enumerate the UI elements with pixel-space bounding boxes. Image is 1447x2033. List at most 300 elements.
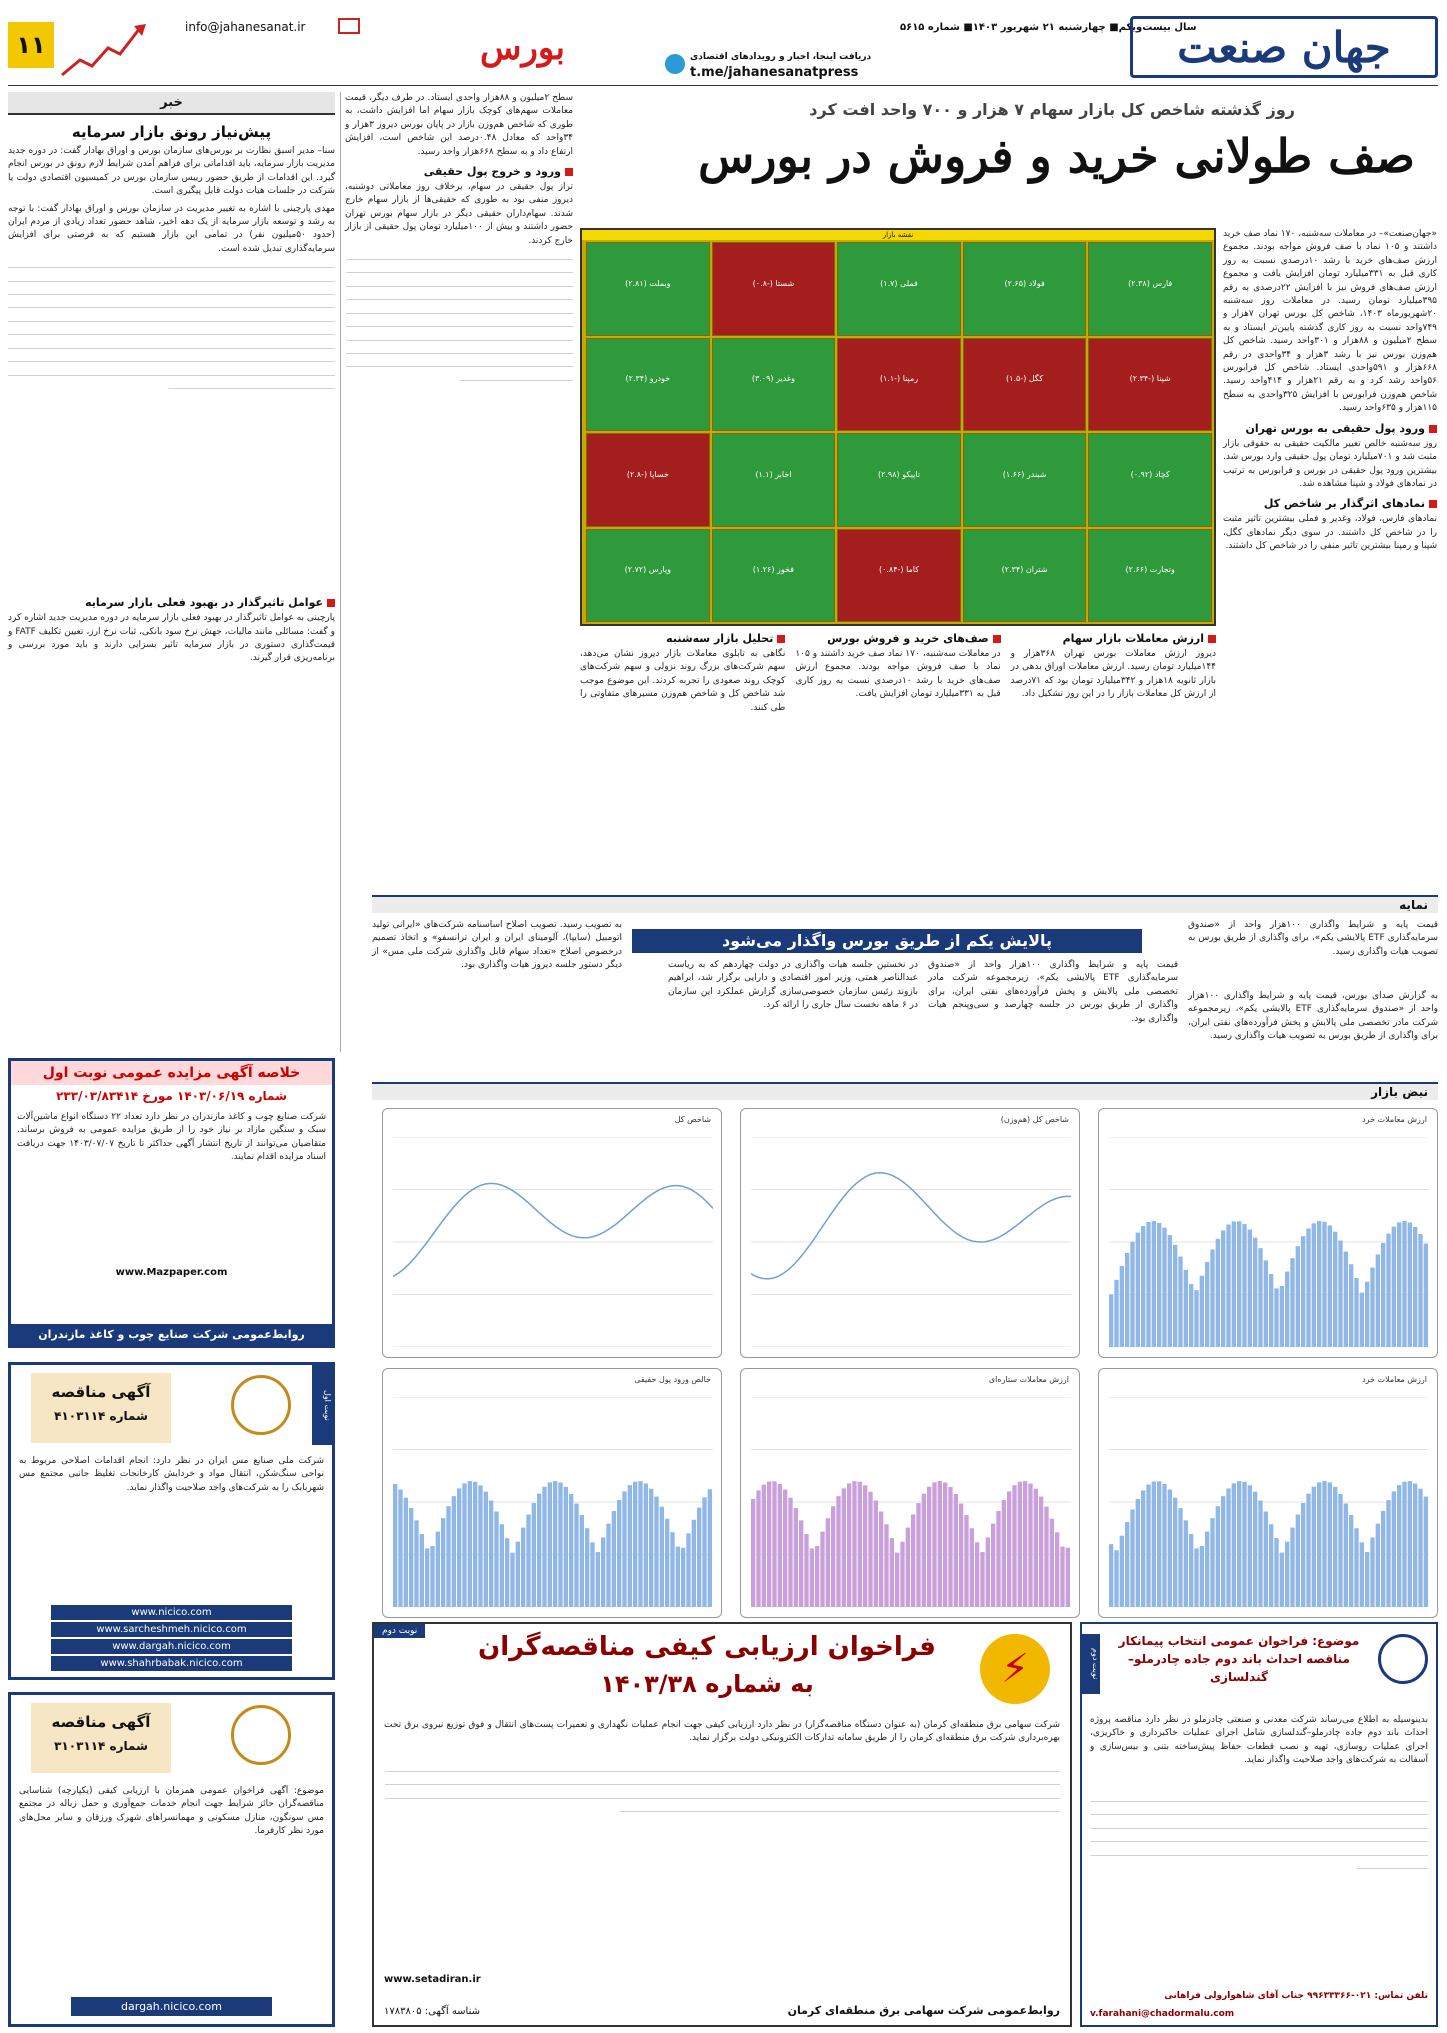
- nabz-chart: [382, 1368, 722, 1618]
- main-right-column: [1223, 228, 1437, 878]
- nabz-bar: [1370, 1268, 1374, 1347]
- nemaye-label: نمایه: [1399, 898, 1428, 912]
- ad-nicico-2: [8, 1692, 335, 2027]
- nabz-bar: [991, 1524, 995, 1607]
- nabz-bar: [799, 1520, 803, 1607]
- treemap-cell-label: شستا (-۰.۸): [752, 278, 795, 288]
- nabz-bar: [1418, 1489, 1422, 1607]
- nabz-bar: [1130, 1242, 1134, 1347]
- nabz-bar: [1418, 1234, 1422, 1347]
- nabz-bar: [708, 1489, 712, 1607]
- nabz-bar: [1296, 1246, 1300, 1347]
- ad2-tag: نوبت اول: [312, 1365, 332, 1445]
- nabz-bar: [526, 1515, 530, 1607]
- nabz-bar: [1408, 1223, 1412, 1347]
- nabz-bar: [420, 1534, 424, 1607]
- nabz-bar: [762, 1485, 766, 1607]
- chadormalu-logo-icon: [1378, 1634, 1428, 1684]
- nemaye-title: پالایش یکم از طریق بورس واگذار می‌شود: [721, 931, 1053, 950]
- news-label: [8, 92, 335, 115]
- nabz-bar: [1338, 1241, 1342, 1347]
- nabz-bar: [1370, 1537, 1374, 1607]
- nabz-bar: [468, 1481, 472, 1607]
- nemaye-p5: به تصویب رسید. تصویب اصلاح اساسنامه شرکت‌های «ایرانی تولید اتومبیل (سایپا)، آلومینای ایران و ایران ترانسفو» و اتخاذ تصمیم درخصوص اصلاح «تعداد سهام قابل واگذاری شرکت ملی مس» از دیگر دستور جلسه دیروز هیات واگذاری بود.: [372, 920, 622, 971]
- ad2-site[interactable]: www.shahrbabak.nicico.com: [51, 1656, 292, 1671]
- nabz-bar: [1136, 1233, 1140, 1347]
- nabz-bar: [1120, 1536, 1124, 1607]
- nabz-bar: [1381, 1243, 1385, 1347]
- nabz-bar: [1253, 1238, 1257, 1347]
- nabz-bar: [1296, 1515, 1300, 1607]
- nabz-bar: [1200, 1276, 1204, 1347]
- main-p1: روز سه‌شنبه خالص تغییر مالکیت حقیقی به حقوقی بازار مثبت شد و ۷۰۱میلیارد تومان پول حقیقی وارد بورس شد. بیشترین ورود پول حقیقی در بورس و فرابورس به ترتیب در نمادهای فولاد و شپنا مشاهده شد.: [1223, 438, 1437, 489]
- news-p1: سنا– مدیر اسبق نظارت بر بورس‌های سازمان بورس و اوراق بهادار گفت: در دوره جدید مدیریت بازار سرمایه، باید اقداماتی برای فراهم آمدن شرایط لازم رونق در بورس انجام گیرد. این اقدامات از طریق حضور رییس سازمان بورس در کمیسیون اقتصادی دولت یا شرکت در جلسات هیات دولت قابل پیگیری است.: [8, 146, 335, 197]
- nabz-bar: [660, 1507, 664, 1607]
- nabz-bar: [778, 1484, 782, 1607]
- nabz-bar: [911, 1515, 915, 1607]
- ad4-site[interactable]: www.setadiran.ir: [384, 1974, 481, 1985]
- nabz-bar: [847, 1483, 851, 1607]
- nabz-bar: [478, 1485, 482, 1607]
- nabz-bar: [446, 1506, 450, 1607]
- nabz-bar: [1248, 1230, 1252, 1347]
- nabz-bar: [569, 1494, 573, 1607]
- nemaye-p4: قیمت پایه و شرایط واگذاری ۱۰۰هزار واحد از «صندوق سرمایه‌گذاری ETF پالایشی یکم»، زیرمجموعه شرکت مادر تخصصی ملی پالایش و پخش فرآورده‌های نفتی ایران، برای واگذاری از طریق بورس در جلسه چهارصد و سی‌وپنجم هیات واگذاری بود.: [928, 960, 1178, 1024]
- nabz-chart-title: شاخص کل: [674, 1115, 711, 1124]
- nabz-chart: [740, 1368, 1080, 1618]
- nabz-bar: [756, 1490, 760, 1607]
- treemap-cell: [712, 242, 836, 336]
- nabz-bar: [1178, 1257, 1182, 1347]
- nabz-chart: [382, 1108, 722, 1358]
- main-p5: نگاهی به تابلوی معاملات بازار دیروز نشان می‌دهد، سهم شرکت‌های بزرگ روند نزولی و سهم شرکت‌های کوچک روند صعودی را تجربه کردند. این موضوع موجب شد شاخص کل و شاخص هم‌وزن مسیرهای متفاوتی را طی کنند.: [580, 649, 786, 713]
- nabz-bar: [1253, 1492, 1257, 1607]
- nabz-bar: [558, 1483, 562, 1607]
- ad5-email[interactable]: v.farahani@chadormalu.com: [1090, 2009, 1235, 2019]
- nabz-bar: [1146, 1485, 1150, 1607]
- nabz-bar: [1258, 1501, 1262, 1607]
- treemap-cell-label: وغدیر (۳.۰۹): [751, 374, 795, 384]
- nabz-bar: [500, 1524, 504, 1607]
- nabz-bar: [1216, 1506, 1220, 1607]
- telegram-note: دریافت اینجا، اخبار و رویدادهای اقتصادی: [690, 52, 872, 62]
- nabz-bar: [430, 1546, 434, 1607]
- treemap-cell-label: شبندر (۱.۶۶): [1002, 469, 1047, 479]
- nabz-bar: [1221, 1230, 1225, 1347]
- nabz-bar: [1109, 1544, 1113, 1607]
- nabz-bar: [916, 1503, 920, 1607]
- ad2-header: [31, 1373, 171, 1443]
- news-title: پیش‌نیاز رونق بازار سرمایه: [71, 123, 272, 141]
- nabz-bar: [553, 1481, 557, 1607]
- nabz-bar: [1237, 1221, 1241, 1347]
- nabz-bar: [510, 1553, 514, 1607]
- headline-block: [580, 100, 1435, 220]
- treemap-cell-label: وپارس (۲.۷۲): [624, 565, 671, 575]
- nabz-line: [751, 1173, 1071, 1279]
- nabz-bar: [489, 1501, 493, 1607]
- nabz-bar: [1242, 1482, 1246, 1607]
- nabz-chart-svg: [751, 1397, 1071, 1607]
- nabz-bar: [580, 1515, 584, 1607]
- nabz-bar: [986, 1537, 990, 1607]
- nabz-bar: [794, 1508, 798, 1607]
- nabz-bar: [1397, 1485, 1401, 1607]
- main-bottom-row: [580, 632, 1216, 877]
- nabz-bar: [1039, 1497, 1043, 1607]
- nabz-bar: [1349, 1515, 1353, 1607]
- nabz-bar: [1408, 1481, 1412, 1607]
- nabz-bar: [692, 1520, 696, 1607]
- nabz-bar: [617, 1500, 621, 1607]
- nabz-bar: [831, 1506, 835, 1607]
- nabz-bar: [521, 1528, 525, 1607]
- nabz-bar: [900, 1542, 904, 1607]
- nabz-bar: [751, 1499, 755, 1607]
- nabz-bar: [1130, 1510, 1134, 1607]
- nemaye-p3: در نخستین جلسه هیات واگذاری در دولت چهاردهم که به ریاست عبدالناصر همتی، وزیر امور اقتصادی و دارایی برگزار شد، ابراهیم بازوند رئیس سازمان خصوصی‌سازی گزارش عملکرد این سازمان در ۶ ماهه نخست سال جاری را ارائه کرد.: [668, 960, 918, 1011]
- nabz-bar: [1402, 1221, 1406, 1347]
- treemap-cell-label: شتران (۲.۳۴): [1001, 565, 1048, 575]
- ad5-fill: ـــــــــــــــــــــــــــــــــــــــــــــــــــــــــــــــــــــــــــــــــــــــــــــــــــــــــــــــــــــــــــــــــــــــــــــــــــــــــــــــــــــــــــــــــــــــــــــــــــــــــــــــــــــــــــــــــــــــــــــــــــــــــــــــــــــــــــــــــــــــــــــــــــــــــــــــــــــــــــــــــــــــــــــــــــــــــــــــــــــــــــــــــــــــــــــــــــــــــــــــــــــــــــــــــــــــــــــــــــــــــــــــــــــــــــــــــــــــــــــــــــــــــــــــــــــــــــــــــــــــــــــــــــــــــــــــــــــــــــــــــــــــــــــــــــــــــــــــــــــــــــــــــــــــــــــــــــــــــــــــــــــــــــــــــــــــــــ: [1090, 1795, 1428, 1873]
- page-number: ۱۱: [16, 31, 46, 59]
- nabz-bar: [564, 1487, 568, 1607]
- nabz-bar: [1328, 1225, 1332, 1347]
- nabz-chart-svg: [1109, 1397, 1429, 1607]
- nabz-bar: [1034, 1489, 1038, 1607]
- nabz-bar: [436, 1532, 440, 1607]
- nabz-bar: [1354, 1278, 1358, 1347]
- ad4-number: به شماره ۱۴۰۳/۳۸: [600, 1670, 814, 1698]
- growth-chart-icon: [60, 20, 150, 80]
- treemap-cell: [586, 242, 710, 336]
- nabz-bar: [1269, 1524, 1273, 1607]
- nabz-bar: [1258, 1248, 1262, 1347]
- treemap-cell: [837, 338, 961, 432]
- nabz-bar: [1354, 1528, 1358, 1607]
- treemap-cell: [837, 433, 961, 527]
- nabz-bar: [1306, 1494, 1310, 1607]
- nabz-bar: [1141, 1226, 1145, 1347]
- nabz-bar: [1205, 1532, 1209, 1607]
- nabz-bar: [654, 1497, 658, 1607]
- nabz-bar: [938, 1481, 942, 1607]
- news-p2: مهدی پارچینی با اشاره به تغییر مدیریت در سازمان بورس و اوراق بهادار گفت: با توجه به رشد و توسعه بازار سرمایه از یک دهه اخیر، شاهد حضور تعداد زیادی از مردم ایران (حدود ۵۰میلیون نفر) در تمامی این بازار هستیم که به فرصتی برای افزایش سرمایه‌گذاری تبدیل شده است.: [8, 203, 335, 254]
- nabz-bar: [612, 1511, 616, 1607]
- nabz-bar: [542, 1487, 546, 1607]
- nemaye-p2: به گزارش صدای بورس، قیمت پایه و شرایط واگذاری ۱۰۰هزار واحد از «صندوق سرمایه‌گذاری ETF پالایشی یکم»، زیرمجموعه شرکت مادر تخصصی ملی پالایش و پخش فرآورده‌های نفتی ایران، برای واگذاری از طریق بورس به تصویب هیات واگذاری رسید.: [1188, 991, 1438, 1042]
- nabz-bar: [1007, 1491, 1011, 1607]
- nabz-bar: [858, 1482, 862, 1607]
- treemap-cell-label: فولاد (۲.۶۵): [1004, 278, 1045, 288]
- nabz-bar: [393, 1484, 397, 1607]
- nabz-bar: [927, 1487, 931, 1607]
- ad3-title: آگهی مناقصه: [51, 1713, 151, 1731]
- nabz-chart-svg: [1109, 1137, 1429, 1347]
- main-sub4-text: صف‌های خرید و فروش بورس: [827, 632, 989, 645]
- ad2-site[interactable]: www.nicico.com: [51, 1605, 292, 1620]
- nabz-bar: [622, 1491, 626, 1607]
- ad2-number: شماره ۴۱۰۳۱۱۴: [54, 1409, 148, 1423]
- nabz-bar: [1146, 1222, 1150, 1347]
- section-title: بورس: [480, 28, 565, 68]
- nabz-line: [393, 1183, 713, 1276]
- main-sub1-text: ورود پول حقیقی به بورس تهران: [1245, 421, 1425, 435]
- nabz-bar: [1002, 1500, 1006, 1607]
- nabz-bar: [836, 1496, 840, 1607]
- nabz-bar: [804, 1534, 808, 1607]
- nabz-bar: [1162, 1484, 1166, 1607]
- nicico-logo-icon: [231, 1375, 291, 1435]
- nabz-bar: [1248, 1485, 1252, 1607]
- nabz-bar: [1168, 1490, 1172, 1607]
- ad1-body: شرکت صنایع چوب و کاغذ مازندران در نظر دارد تعداد ۲۲ دستگاه انواع ماشین‌آلات سبک و سنگین مازاد بر نیاز خود را از طریق مزایده عمومی به فروش برساند. متقاضیان می‌توانند از تاریخ انتشار آگهی حداکثر تا تاریخ ۱۴۰۳/۰۷/۰۷ جهت دریافت اسناد مزایده اقدام نمایند.: [17, 1112, 327, 1163]
- nabz-bar: [398, 1490, 402, 1607]
- nabz-bar: [1232, 1483, 1236, 1607]
- nabz-bar: [697, 1508, 701, 1607]
- nabz-bar: [1322, 1222, 1326, 1347]
- nabz-bar: [1114, 1550, 1118, 1607]
- nabz-bar: [1360, 1542, 1364, 1607]
- headline-kicker: روز گذشته شاخص کل بازار سهام ۷ هزار و ۷۰۰ واحد افت کرد: [809, 100, 1295, 119]
- nabz-bar: [1322, 1481, 1326, 1607]
- nabz-bar: [457, 1488, 461, 1607]
- logo: [1130, 16, 1438, 78]
- nabz-bar: [948, 1487, 952, 1607]
- telegram-icon: [665, 54, 685, 74]
- nabz-bar: [452, 1496, 456, 1607]
- nabz-chart-svg: [393, 1137, 713, 1347]
- nemaye-label-bar: [372, 895, 1438, 913]
- nabz-bar: [932, 1482, 936, 1607]
- nabz-bar: [1424, 1497, 1428, 1607]
- nabz-bar: [863, 1485, 867, 1607]
- nemaye-title-bar: [632, 929, 1142, 953]
- treemap-cell-label: کچاد (۰.۹۲): [1130, 469, 1170, 479]
- nabz-bar: [1376, 1524, 1380, 1607]
- nabz-bar: [462, 1483, 466, 1607]
- nabz-chart-svg: [393, 1397, 713, 1607]
- ad4-fill: ـــــــــــــــــــــــــــــــــــــــــــــــــــــــــــــــــــــــــــــــــــــــــــــــــــــــــــــــــــــــــــــــــــــــــــــــــــــــــــــــــــــــــــــــــــــــــــــــــــــــــــــــــــــــــــــــــــــــــــــــــــــــــــــــــــــــــــــــــــــــــــــــــــــــــــــــــــــــــــــــــــــــــــــــــــــــــــــــــــــــــــــــــــــــــــــــــــــــــــــــــــــــــــــــــــــــــــــــــــــــــــــــــــــــــــــــــــــــــــــــــــــــــــــــــــــــــــــــــــــــــــــــــــــــــــــــــــــــــــــــــــــــــــــــــــــــــــــــــــــــــــــــــــــــــــــــــــــــــــــــــــــــــــــــــــــــــــــــــــــــــــــــــــــــــــــــــــــــــــــــــــــــــــــــــــــــــــــــــــــــــــــــــــــــــــــــــــــــــــــــــــــــــــــــــــــــــــــــــــــــــــــــــــــــــــــــــــــــــــــــــــــــــــــــــــــــــــــــــــــــــــــــــــــــ: [385, 1765, 1060, 1816]
- nabz-bar: [772, 1481, 776, 1607]
- main-p6: تراز پول حقیقی در سهام، برخلاف روز معاملاتی دوشنبه، دیروز منفی بود به طوری که حقیقی‌ها از بازار سهام خارج شدند. سهام‌داران حقیقی دیگر در بازار سهام بورس تهران حضور داشتند و بیش از ۱۰۰میلیارد تومان پول حقیقی از بازار خارج کردند.: [345, 182, 574, 246]
- nabz-bar: [1386, 1234, 1390, 1347]
- ad1-number: شماره ۱۴۰۳/۰۶/۱۹ مورخ ۲۳۳/۰۳/۸۳۴۱۴: [56, 1089, 287, 1103]
- news-label-text: خبر: [160, 95, 183, 110]
- nicico-logo-icon-2: [231, 1705, 291, 1765]
- nabz-bar: [996, 1511, 1000, 1607]
- page-number-box: [8, 22, 54, 68]
- nabz-bar: [1200, 1546, 1204, 1607]
- treemap-cell: [837, 529, 961, 623]
- ad4-footer: روابط‌عمومی شرکت سهامی برق منطقه‌ای کرمان: [787, 2004, 1060, 2017]
- nabz-bar: [1023, 1481, 1027, 1607]
- issue-line: سال بیست‌ویکم■ چهارشنبه ۲۱ شهریور ۱۴۰۳■ شماره ۵۶۱۵: [900, 22, 1197, 33]
- ad3-site[interactable]: dargah.nicico.com: [71, 1997, 272, 2016]
- nabz-bar: [1280, 1553, 1284, 1607]
- envelope-icon: [338, 18, 360, 34]
- nabz-bar: [1386, 1500, 1390, 1607]
- nabz-bar: [601, 1537, 605, 1607]
- nabz-bar: [879, 1512, 883, 1607]
- nabz-bar: [1306, 1228, 1310, 1347]
- nabz-bar: [1044, 1507, 1048, 1607]
- nabz-bar: [1285, 1272, 1289, 1347]
- nabz-bar: [1189, 1284, 1193, 1347]
- nabz-bar: [1301, 1236, 1305, 1347]
- ad4-body: شرکت سهامی برق منطقه‌ای کرمان (به عنوان دستگاه مناقصه‌گزار) در نظر دارد ارزیابی کیفی جهت انجام عملیات نگهداری و تعمیرات پست‌های انتقال و فوق توزیع نیروی برق تحت بهره‌برداری شرکت برق منطقه‌ای کرمان را از طریق سامانه تدارکات الکترونیکی دولت برگزار نماید.: [384, 1720, 1060, 1744]
- ad4-id: شناسه آگهی: ۱۷۸۳۸۰۵: [384, 2006, 481, 2017]
- nabz-bar: [1290, 1258, 1294, 1347]
- lightning-icon: ⚡: [980, 1634, 1050, 1704]
- nabz-bar: [425, 1548, 429, 1607]
- treemap-cell: [1088, 242, 1212, 336]
- nabz-bar: [1012, 1485, 1016, 1607]
- treemap-cell: [712, 433, 836, 527]
- nabz-bar: [1349, 1264, 1353, 1347]
- nabz-bar: [1157, 1481, 1161, 1607]
- main-sub2: [1223, 497, 1437, 510]
- treemap-cell-label: خودرو (۲.۳۴): [625, 374, 671, 384]
- nabz-bar: [1237, 1481, 1241, 1607]
- nabz-bar: [494, 1512, 498, 1607]
- nabz-section: [372, 1082, 1438, 1617]
- nabz-bar: [1344, 1252, 1348, 1347]
- nabz-bar: [1317, 1482, 1321, 1607]
- treemap-cell-label: وبملت (۲.۸۱): [625, 278, 671, 288]
- nabz-bar: [1274, 1288, 1278, 1347]
- ad3-number: شماره ۳۱۰۳۱۱۴: [54, 1739, 148, 1753]
- nabz-bar: [895, 1553, 899, 1607]
- email[interactable]: info@jahanesanat.ir: [185, 20, 306, 34]
- ad5-body: بدینوسیله به اطلاع می‌رساند شرکت معدنی و صنعتی چادرملو در نظر دارد مناقصه پروژه احداث باند دوم جاده چادرملو–گندلسازی شامل اجرای عملیات خاکبرداری و خاکریزی، اجرای عملیات روسازی، تهیه و نصب قطعات حفاظ پیش‌ساخته بتنی و بیس‌سازی و آسفالت به شرکت‌های واجد صلاحیت واگذار نماید.: [1090, 1715, 1428, 1766]
- treemap-cell: [712, 338, 836, 432]
- nabz-bar: [1066, 1548, 1070, 1607]
- nabz-bar: [783, 1490, 787, 1607]
- treemap-title: نقشه بازار: [582, 230, 1214, 240]
- nabz-bar: [1381, 1511, 1385, 1607]
- treemap-cell-label: اخابر (۱.۱): [755, 469, 792, 479]
- nabz-bar: [1413, 1227, 1417, 1347]
- nabz-bar: [1344, 1504, 1348, 1607]
- nabz-bar: [1264, 1260, 1268, 1347]
- nabz-bar: [810, 1548, 814, 1607]
- nabz-bar: [1194, 1290, 1198, 1347]
- main-sub1: [1223, 422, 1437, 435]
- nabz-label-bar: [372, 1082, 1438, 1100]
- nabz-bar: [633, 1482, 637, 1607]
- nabz-chart-title: خالص ورود پول حقیقی: [634, 1375, 711, 1384]
- nabz-bar: [1338, 1494, 1342, 1607]
- nabz-bar: [1210, 1518, 1214, 1607]
- nabz-bar: [767, 1481, 771, 1607]
- nabz-bar: [1152, 1221, 1156, 1347]
- nabz-bar: [409, 1508, 413, 1607]
- nabz-bar: [1152, 1481, 1156, 1607]
- ad5-title: موضوع: فراخوان عمومی انتخاب پیمانکار مناقصه احداث باند دوم جاده چادرملو–گندلسازی: [1118, 1634, 1360, 1684]
- nabz-bar: [1205, 1262, 1209, 1347]
- treemap-cell: [963, 529, 1087, 623]
- ad1-site[interactable]: www.Mazpaper.com: [115, 1267, 228, 1278]
- nabz-bar: [1365, 1282, 1369, 1347]
- nabz-bar: [1125, 1253, 1129, 1347]
- main-sub3-text: ارزش معاملات بازار سهام: [1062, 632, 1204, 645]
- telegram-link[interactable]: t.me/jahanesanatpress: [690, 65, 859, 80]
- nabz-bar: [868, 1492, 872, 1607]
- main-col-left: سطح ۲میلیون و ۸۸هزار واحدی ایستاد. در طرف دیگر، قیمت معاملات سهم‌های کوچک بازار سهام اما افزایش داشت، به طوری که شاخص هم‌وزن بازار در پایان بورس دیروز ۳هزار و ۳۴واحد که معادل ۰.۴۸درصد این شاخص است، افزایش ارتفاع داد و به سطح ۶۶۸هزار واحد رسید.: [345, 93, 573, 157]
- main-sub6: [345, 165, 573, 178]
- treemap-cell-label: فملی (۱.۷): [880, 278, 918, 288]
- nabz-bar: [922, 1494, 926, 1607]
- nabz-bar: [628, 1485, 632, 1607]
- ad2-site[interactable]: www.sarcheshmeh.nicico.com: [51, 1622, 292, 1637]
- nabz-bar: [943, 1483, 947, 1607]
- nabz-bar: [1162, 1228, 1166, 1347]
- treemap-cell: [1088, 338, 1212, 432]
- news-subhead-text: عوامل تاثیرگذار در بهبود فعلی بازار سرمایه: [85, 596, 323, 610]
- treemap-cell-label: شپنا (-۲.۳۴): [1129, 374, 1171, 384]
- news-fill: ـــــــــــــــــــــــــــــــــــــــــــــــــــــــــــــــــــــــــــــــــــــــــــــــــــــــــــــــــــــــــــــــــــــــــــــــــــــــــــــــــــــــــــــــــــــــــــــــــــــــــــــــــــــــــــــــــــــــــــــــــــــــــــــــــــــــــــــــــــــــــــــــــــــــــــــــــــــــــــــــــــــــــــــــــــــــــــــــــــــــــــــــــــــــــــــــــــــــــــــــــــــــــــــــــــــــــــــــــــــــــــــــــــــــــــــــــــــــــــــــــــــــــــــــــــــــــــــــــــــــــــــــــــــــــــــــــــــــــــــــــــــــــــــــــــــــــــــــــــــــــــــــــــــــــــــــــــــــــــــــــــــــــــــــــــــــــــــــــــــــــــــــــــــــــــــــــــــــــــــــــــــــــــــــــــــــــــــــــــــــــــــــــــــــــــــــــــــــــــــــــــــــــــــــــــــــــــــــــــــــــــــــــــــــــــــــــــــــــــــــــــــــــــــــــــــــــــــــــــــــــــــــــــــــــــــــــــــــــــــــــــــــــــــــــــــــــــــــــــــــــــــــــــــــــــــــــــــــــــــــــــــــــــــــــــــــــــــــــــــــــــــــــــــــــــــــــــــــــــــــــــــــــــــــــــــــــــــــــــــــــــــــــــــــــــ: [8, 261, 335, 392]
- nabz-bar: [890, 1538, 894, 1607]
- nabz-chart-title: شاخص کل (هم‌وزن): [1000, 1115, 1069, 1124]
- nabz-bar: [638, 1481, 642, 1607]
- logo-text: جهان صنعت: [1177, 22, 1391, 72]
- nabz-bar: [606, 1524, 610, 1607]
- nabz-bar: [1028, 1484, 1032, 1607]
- nabz-bar: [1109, 1295, 1113, 1348]
- nabz-bar: [1114, 1280, 1118, 1347]
- ad1-footer: روابط‌عمومی شرکت صنایع چوب و کاغذ مازندران: [11, 1324, 332, 1345]
- main-sub6-text: ورود و خروج پول حقیقی: [423, 165, 561, 179]
- nabz-bar: [1317, 1221, 1321, 1347]
- nabz-bar: [820, 1532, 824, 1607]
- nabz-bar: [473, 1482, 477, 1607]
- nabz-bar: [414, 1520, 418, 1607]
- news-subhead: [8, 596, 335, 609]
- ad-nicico-1: [8, 1362, 335, 1680]
- nabz-bar: [1173, 1245, 1177, 1347]
- nabz-label: نبض بازار: [1371, 1085, 1428, 1099]
- nabz-bar: [1392, 1491, 1396, 1607]
- ad2-title: آگهی مناقصه: [51, 1383, 151, 1401]
- headline-title: صف طولانی خرید و فروش در بورس: [698, 129, 1415, 183]
- nabz-bar: [404, 1498, 408, 1607]
- ad-kerman: [372, 1622, 1072, 2027]
- main-sub3: [1011, 632, 1216, 645]
- nabz-bar: [1274, 1538, 1278, 1607]
- nabz-bar: [1365, 1552, 1369, 1607]
- treemap-cell-label: خساپا (-۲.۸): [626, 469, 669, 479]
- ad4-tag: نوبت دوم: [374, 1624, 425, 1638]
- nabz-bar: [702, 1497, 706, 1607]
- main-lead: «جهان‌صنعت»– در معاملات سه‌شنبه، ۱۷۰ نماد صف خرید داشتند و ۱۰۵ نماد با صف فروش مواجه بودند. مجموع ارزش صف‌های خرید با رشد ۱۰درصدی نسبت به روز کاری قبل به ۳۳۱میلیارد تومان افزایش یافت و مجموع ارزش صف‌های فروش نیز با افزایش ۲۲درصدی به رقم ۳۹۵میلیارد تومان رسید. در معاملات روز سه‌شنبه ۲۰شهریورماه ۱۴۰۳، شاخص کل بورس تهران ۷هزار و ۷۴۹واحد نسبت به روز کاری گذشته پایین‌تر ایستاد و به سطح ۲میلیون و ۸۸هزار و ۳۰۱واحد رسید. شاخص کل هم‌وزن بورس نیز با رشد ۳هزار و ۳۴واحدی در رقم ۶۶۸هزار و ۵۹۱واحدی ایستاد. شاخص کل فرابورس ۵۶واحد رشد کرد و به رقم ۲۱هزار و ۴۱۴واحد رسید. شاخص هم‌وزن فرابورس با افزایش ۳۲۵واحدی به سطح ۱۱۵هزار و ۶۳۵واحد رسید.: [1223, 229, 1438, 414]
- nabz-bar: [644, 1484, 648, 1607]
- nabz-bar: [1157, 1223, 1161, 1347]
- nabz-chart: [1098, 1368, 1438, 1618]
- nabz-bar: [1173, 1498, 1177, 1607]
- nabz-bar: [1333, 1487, 1337, 1607]
- ad-mazpaper: [8, 1058, 335, 1348]
- nabz-bar: [906, 1528, 910, 1607]
- nabz-bar: [959, 1504, 963, 1607]
- nabz-bar: [954, 1494, 958, 1607]
- nabz-bar: [1424, 1244, 1428, 1347]
- nabz-bar: [1141, 1490, 1145, 1607]
- ad2-site[interactable]: www.dargah.nicico.com: [51, 1639, 292, 1654]
- treemap-cell: [1088, 529, 1212, 623]
- main-sub5-text: تحلیل بازار سه‌شنبه: [666, 632, 774, 645]
- ad4-title: فراخوان ارزیابی کیفی مناقصه‌گران: [478, 1632, 936, 1662]
